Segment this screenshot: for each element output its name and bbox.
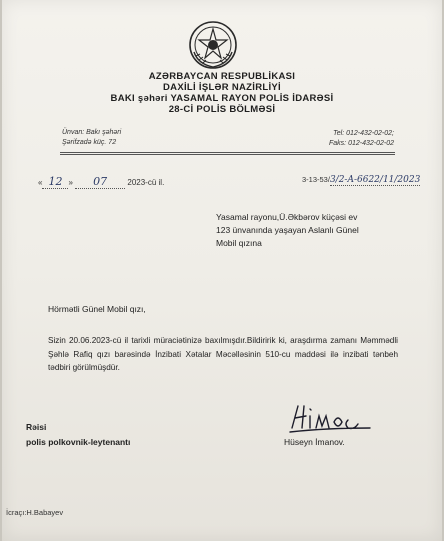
- coat-of-arms-icon: [188, 20, 238, 70]
- address-city: Ünvan: Bakı şəhəri: [62, 129, 122, 136]
- reference-printed: 3-13-53/: [302, 175, 330, 184]
- letter-sheet: [2, 0, 442, 541]
- handwritten-signature: [286, 398, 372, 438]
- phone-number: Tel: 012-432-02-02;: [333, 130, 394, 137]
- date-month: 07: [75, 175, 125, 189]
- header-country: AZƏRBAYCAN RESPUBLİKASI: [148, 71, 296, 82]
- signatory-name: Hüseyn İmanov.: [284, 437, 345, 447]
- reference-number: [302, 175, 420, 185]
- date-year: 2023-cü il.: [127, 178, 165, 187]
- header-ministry: DAXİLİ İŞLƏR NAZİRLİYİ: [163, 82, 281, 93]
- letter-date: « 12 » 07 2023-cü il.: [38, 175, 165, 188]
- address-street: Şərifzadə küç. 72: [62, 139, 117, 146]
- letter-body: Sizin 20.06.2023-cü il tarixli müraciətinizə baxılmışdır.Bildiririk ki, araşdırma zamanı Məmmədli Şəhlə Rafiq qızı barəsində İnzibati Xətalar Məcəlləsinin 510-cu maddəsi ilə inzibati tənbeh tədbiri görülmüşdür.: [48, 336, 398, 372]
- recipient-block: [216, 211, 359, 250]
- fax-number: Faks: 012-432-02-02: [329, 140, 394, 147]
- date-day: 12: [42, 175, 68, 189]
- reference-handwritten: 3/2-A-6622/11/2023: [329, 175, 421, 185]
- recipient-line: Mobil qızına: [216, 238, 262, 248]
- header-department: BAKI şəhəri YASAMAL RAYON POLİS İDARƏSİ: [110, 93, 334, 104]
- signatory-title: [26, 420, 130, 450]
- recipient-line: 123 ünvanında yaşayan Aslanlı Günel: [216, 225, 359, 235]
- header-division: 28-Cİ POLİS BÖLMƏSİ: [168, 104, 276, 115]
- recipient-line: Yasamal rayonu,Ü.Əkbərov küçəsi ev: [216, 212, 358, 222]
- header-divider: [60, 152, 395, 153]
- greeting: Hörmətli Günel Mobil qızı,: [48, 304, 146, 314]
- signatory-position: Rəisi: [26, 422, 47, 432]
- header-divider-2: [60, 154, 395, 155]
- signatory-rank: polis polkovnik-leytenantı: [26, 437, 131, 447]
- executor-note: İcraçı:H.Babayev: [6, 508, 64, 517]
